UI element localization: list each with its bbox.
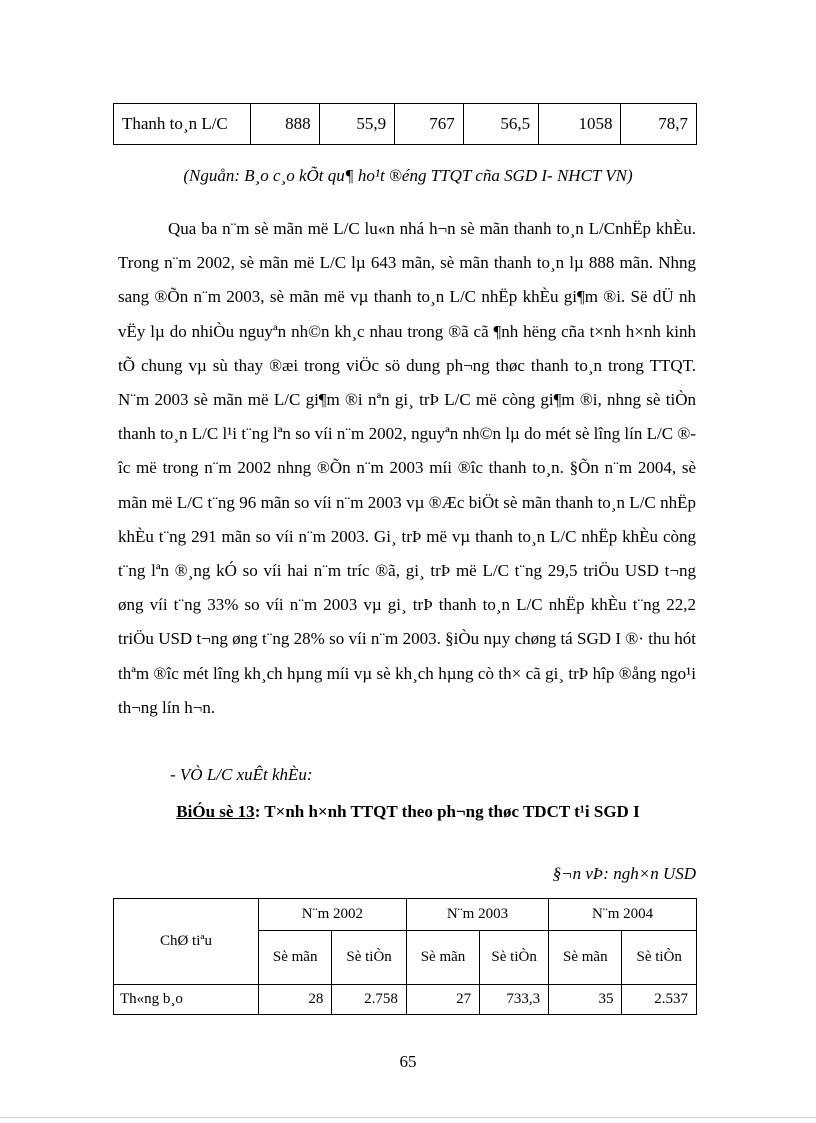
table-cell: 733,3 (480, 985, 549, 1015)
table-cell: 888 (251, 104, 320, 145)
table-cell: 56,5 (463, 104, 538, 145)
summary-table (113, 103, 697, 145)
paragraph-text: Qua ba n¨m sè mãn më L/C lu«n nhá h¬n sè mãn thanh to¸n L/CnhËp khÈu. Trong n¨m 2002, sè mãn më L/C lµ 643 mãn, sè mãn thanh to¸n lµ 888 mãn. Nhng sang ®Õn n¨m 2003, sè mãn më vµ thanh to¸n L/C nhËp khÈu gi¶m ®i. Së dÜ nh vËy lµ do nhiÒu nguyªn nh©n kh¸c nhau trong ®ã cã ¶nh hëng cña t×nh h×nh kinh tÕ chung vµ sù thay ®æi trong viÖc sö dung ph¬ng thøc thanh to¸n trong TTQT. N¨m 2003 sè mãn më L/C gi¶m ®i nªn gi¸ trÞ L/C më còng gi¶m ®i, nhng sè tiÒn thanh to¸n L/C l¹i t¨ng lªn so víi n¨m 2002, nguyªn nh©n lµ do mét sè lîng lín L/C ®îc më trong n¨m 2002 nhng ®Õn n¨m 2003 míi ®îc thanh to¸n. §Õn n¨m 2004, sè mãn më L/C t¨ng 96 mãn so víi n¨m 2003 vµ ®Æc biÖt sè mãn thanh to¸n L/C nhËp khÈu t¨ng 291 mãn so víi n¨m 2003. Gi¸ trÞ më vµ thanh to¸n L/C nhËp khÈu còng t¨ng lªn ®¸ng kÓ so víi hai n¨m tríc ®ã, gi¸ trÞ më L/C t¨ng 29,5 triÖu USD t¬ng øng víi t¨ng 33% so víi n¨m 2003 vµ gi¸ trÞ thanh to¸n L/C nhËp khÈu t¨ng 22,2 triÖu USD t¬ng øng t¨ng 28% so víi n¨m 2003. §iÒu nµy chøng tá SGD I ®· thu hót thªm ®îc mét lîng kh¸ch hµng míi vµ sè kh¸ch hµng cò th× cã gi¸ trÞ hîp ®ång ngo¹i th¬ng lín h¬n. (118, 219, 696, 717)
subheading: - VÒ L/C xuÊt khÈu: (170, 765, 313, 784)
header-cell-year: N¨m 2003 (406, 899, 548, 931)
table-header-row (114, 899, 697, 931)
page-number: 65 (399, 1052, 417, 1071)
table-cell: 27 (406, 985, 479, 1015)
header-cell-year: N¨m 2004 (549, 899, 697, 931)
table-caption (0, 802, 816, 822)
table-cell: 78,7 (621, 104, 697, 145)
row-label: Th«ng b¸o (114, 985, 259, 1015)
table-cell: Thanh to¸n L/C (114, 104, 251, 145)
header-cell: Sè mãn (259, 931, 332, 985)
table-cell: 1058 (539, 104, 621, 145)
header-cell-criteria: ChØ tiªu (114, 899, 259, 985)
table-cell: 2.758 (332, 985, 406, 1015)
header-cell-year: N¨m 2002 (259, 899, 407, 931)
header-cell: Sè tiÒn (480, 931, 549, 985)
table-cell: 767 (395, 104, 464, 145)
table-row (114, 985, 697, 1015)
table-cell: 35 (549, 985, 622, 1015)
table-cell: 55,9 (319, 104, 394, 145)
caption-label: BiÓu sè 13 (176, 802, 255, 821)
unit-note: §¬n vÞ: ngh×n USD (552, 864, 696, 883)
lc-table (113, 898, 697, 1015)
header-cell: Sè tiÒn (332, 931, 406, 985)
source-note: (Nguån: B¸o c¸o kÕt qu¶ ho¹t ®éng TTQT cña SGD I- NHCT VN) (183, 166, 633, 185)
caption-text: : T×nh h×nh TTQT theo ph¬ng thøc TDCT t¹i SGD I (254, 802, 640, 821)
header-cell: Sè mãn (549, 931, 622, 985)
header-cell: Sè mãn (406, 931, 479, 985)
table-cell: 28 (259, 985, 332, 1015)
table-cell: 2.537 (622, 985, 697, 1015)
header-cell: Sè tiÒn (622, 931, 697, 985)
table-row (114, 104, 697, 145)
body-paragraph (118, 212, 696, 725)
page-edge-divider (0, 1117, 816, 1118)
